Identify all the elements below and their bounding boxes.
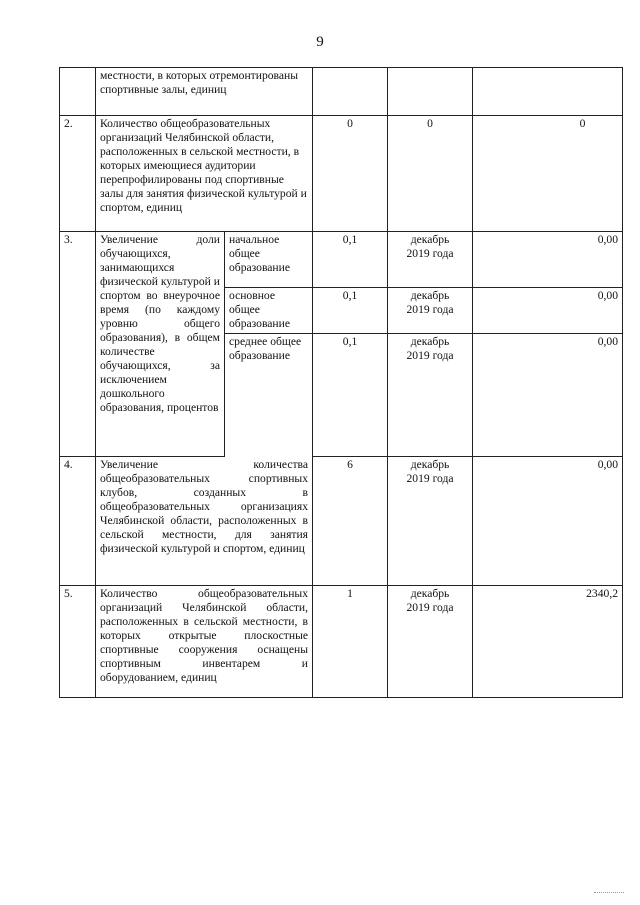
row-description: Количество общеобразовательных организаций Челябинской области, расположенных в сельской местности, в которых открытые плоскостные спортивные сооружения оснащены спортивным инвентарем и оборудованием, единиц xyxy=(96,586,313,698)
indicators-table xyxy=(59,67,623,698)
row-number: 2. xyxy=(60,116,96,232)
education-level: основное общее образование xyxy=(225,288,313,334)
row-deadline: декабрь 2019 года xyxy=(388,334,473,457)
row-description: Увеличение доли обучающихся, занимающихся физической культурой и спортом во внеурочное время (по каждому уровню общего образования), в общем количестве обучающихся, за исключением дошкольного образования, процентов xyxy=(96,232,225,457)
table-row xyxy=(60,68,623,116)
education-level: начальное общее образование xyxy=(225,232,313,288)
row-baseline: 0,1 xyxy=(313,334,388,457)
table-row xyxy=(60,586,623,698)
row-deadline: декабрь 2019 года xyxy=(388,457,473,586)
row-description: Увеличение количества общеобразовательных спортивных клубов, созданных в общеобразовательных организациях Челябинской области, расположенных в сельской местности, для занятия физической культурой и спортом, единиц xyxy=(96,457,313,586)
education-level: среднее общее образование xyxy=(225,334,313,457)
row-plan-value: 0,00 xyxy=(473,288,623,334)
table-row xyxy=(60,457,623,586)
row-baseline: 0,1 xyxy=(313,288,388,334)
row-number xyxy=(60,68,96,116)
row-plan-value xyxy=(473,68,623,116)
row-plan-value: 0 xyxy=(473,116,623,232)
page-number: 9 xyxy=(316,34,324,50)
row-number: 4. xyxy=(60,457,96,586)
row-deadline xyxy=(388,68,473,116)
row-deadline: 0 xyxy=(388,116,473,232)
table-row xyxy=(60,116,623,232)
row-baseline: 0 xyxy=(313,116,388,232)
row-deadline: декабрь 2019 года xyxy=(388,232,473,288)
row-baseline: 1 xyxy=(313,586,388,698)
row-baseline: 6 xyxy=(313,457,388,586)
row-plan-value: 0,00 xyxy=(473,457,623,586)
row-deadline: декабрь 2019 года xyxy=(388,586,473,698)
row-plan-value: 0,00 xyxy=(473,334,623,457)
scan-artifact xyxy=(594,892,624,895)
row-number: 3. xyxy=(60,232,96,457)
row-description: Количество общеобразовательных организаций Челябинской области, расположенных в сельской местности, в которых имеющиеся аудитории перепрофилированы под спортивные залы для занятия физической культурой и спортом, единиц xyxy=(96,116,313,232)
row-description: местности, в которых отремонтированы спортивные залы, единиц xyxy=(96,68,313,116)
row-plan-value: 2340,2 xyxy=(473,586,623,698)
table-row xyxy=(60,232,623,288)
row-baseline: 0,1 xyxy=(313,232,388,288)
row-deadline: декабрь 2019 года xyxy=(388,288,473,334)
row-baseline xyxy=(313,68,388,116)
row-plan-value: 0,00 xyxy=(473,232,623,288)
row-number: 5. xyxy=(60,586,96,698)
